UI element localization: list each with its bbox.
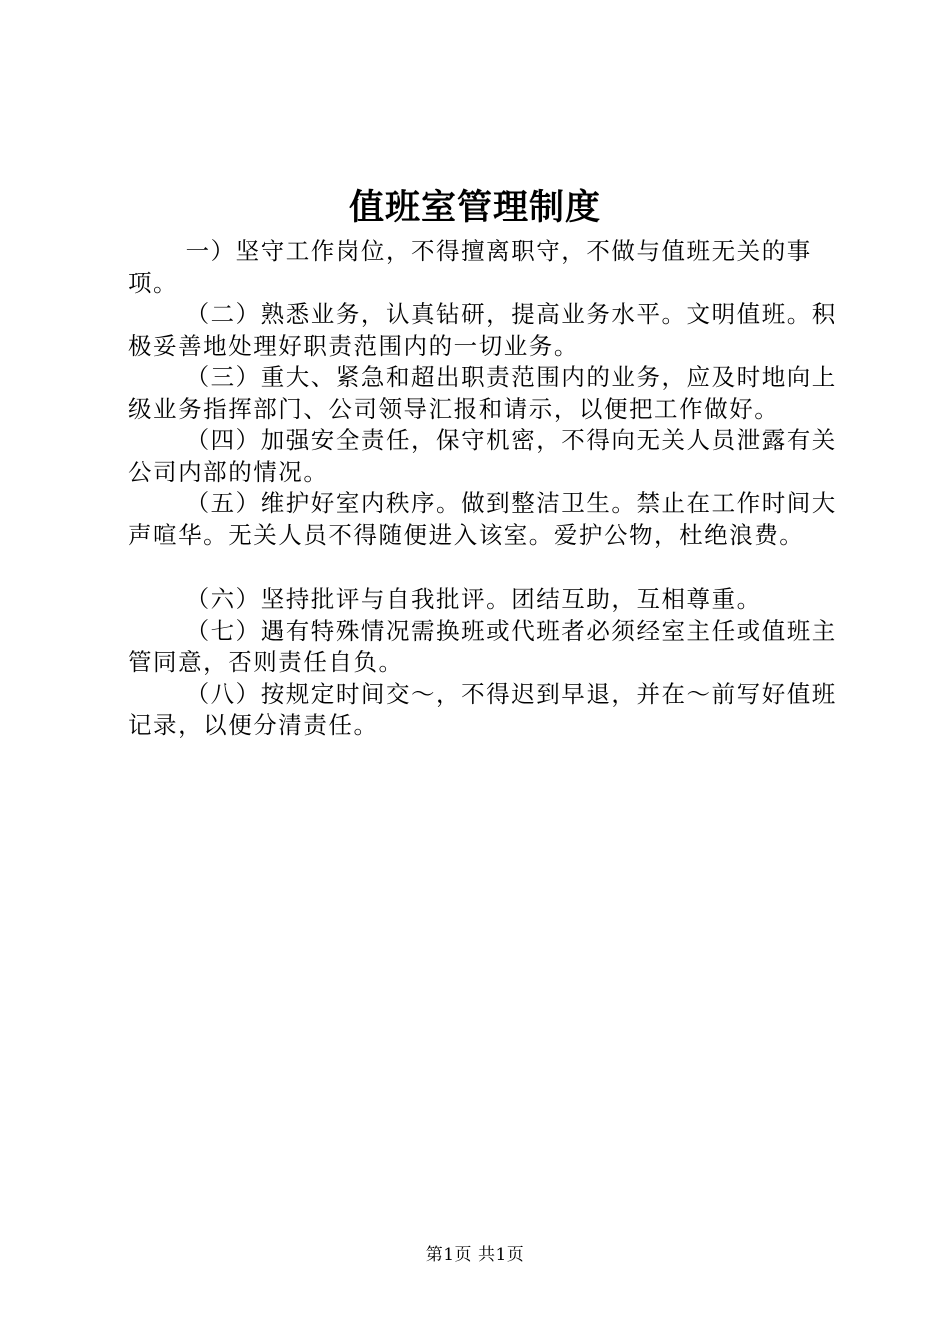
paragraph-7: （七）遇有特殊情况需换班或代班者必须经室主任或值班主管同意，否则责任自负。 [128, 616, 837, 676]
paragraph-5: （五）维护好室内秩序。做到整洁卫生。禁止在工作时间大声喧华。无关人员不得随便进入该室。爱护公物，杜绝浪费。 [128, 489, 837, 549]
paragraph-4: （四）加强安全责任，保守机密，不得向无关人员泄露有关公司内部的情况。 [128, 426, 837, 486]
document-title: 值班室管理制度 [348, 187, 601, 228]
paragraph-6: （六）坚持批评与自我批评。团结互助，互相尊重。 [185, 585, 762, 613]
paragraph-1: 一）坚守工作岗位，不得擅离职守，不做与值班无关的事项。 [128, 237, 812, 297]
document-body [128, 236, 844, 742]
paragraph-8: （八）按规定时间交～，不得迟到早退，并在～前写好值班记录，以便分清责任。 [128, 679, 837, 739]
page-footer: 第1页 共1页 [425, 1245, 525, 1265]
paragraph-3: （三）重大、紧急和超出职责范围内的业务，应及时地向上级业务指挥部门、公司领导汇报和请示，以便把工作做好。 [128, 363, 837, 423]
paragraph-2: （二）熟悉业务，认真钻研，提高业务水平。文明值班。积极妥善地处理好职责范围内的一切业务。 [128, 300, 837, 360]
